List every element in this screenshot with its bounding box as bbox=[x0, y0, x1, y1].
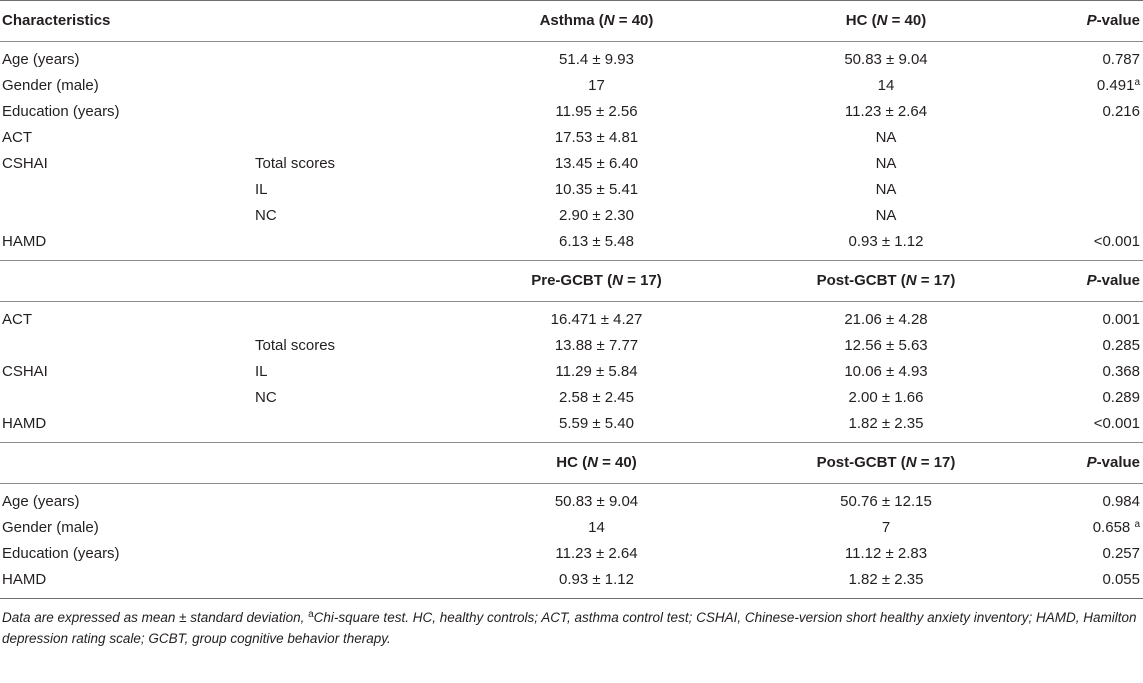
header-characteristics bbox=[0, 443, 255, 483]
p-value-cell bbox=[1044, 47, 1143, 73]
footnote-text-part1: Data are expressed as mean ± standard deviation, bbox=[2, 610, 309, 625]
p-suffix: -value bbox=[1096, 12, 1140, 29]
header-group-1: Asthma (N = 40) bbox=[539, 12, 654, 29]
header-p-value bbox=[1044, 1, 1143, 41]
p-value-cell bbox=[1044, 229, 1143, 255]
value-group-1: 13.88 ± 7.77 bbox=[554, 337, 639, 354]
value-group-2: NA bbox=[875, 129, 897, 146]
value-group-1: 5.59 ± 5.40 bbox=[559, 415, 634, 432]
p-letter: P bbox=[1086, 454, 1097, 471]
value-group-1: 51.4 ± 9.93 bbox=[559, 51, 634, 68]
header-group-2: HC (N = 40) bbox=[845, 12, 927, 29]
value-group-1: 2.90 ± 2.30 bbox=[559, 207, 634, 224]
row-label: Education (years) bbox=[2, 103, 120, 120]
footnote-text-part2: Chi-square test. HC, healthy controls; ACT, asthma control test; CSHAI, Chinese-version short healthy anxiety inventory; HAMD, Hamilton depression rating scale; GCBT, group cognitive behavior therapy. bbox=[2, 610, 1137, 646]
p-value-cell bbox=[1044, 333, 1143, 359]
row-label: CSHAI bbox=[2, 363, 48, 380]
n-symbol: N bbox=[612, 272, 623, 289]
p-value-cell bbox=[1044, 151, 1143, 177]
group-name: Post-GCBT bbox=[816, 272, 897, 289]
row-label bbox=[0, 385, 255, 411]
header-characteristics bbox=[0, 261, 255, 301]
value-group-2: 11.12 ± 2.83 bbox=[844, 545, 928, 562]
row-label bbox=[0, 177, 255, 203]
p-value: 0.787 bbox=[1102, 51, 1140, 68]
row-sublabel bbox=[255, 541, 465, 567]
p-value-cell bbox=[1044, 567, 1143, 593]
value-group-1: 6.13 ± 5.48 bbox=[559, 233, 634, 250]
p-value: 0.055 bbox=[1102, 571, 1140, 588]
row-sublabel: IL bbox=[255, 181, 268, 198]
p-value-cell bbox=[1044, 99, 1143, 125]
value-group-1: 13.45 ± 6.40 bbox=[554, 155, 639, 172]
value-group-1: 10.35 ± 5.41 bbox=[554, 181, 639, 198]
n-symbol: N bbox=[603, 12, 615, 29]
group-n: 17 bbox=[640, 272, 657, 289]
n-symbol: N bbox=[876, 12, 888, 29]
p-value-cell bbox=[1044, 541, 1143, 567]
value-group-2: 50.76 ± 12.15 bbox=[840, 493, 932, 510]
row-sublabel bbox=[255, 567, 465, 593]
value-group-1: 17.53 ± 4.81 bbox=[554, 129, 639, 146]
row-label: Age (years) bbox=[2, 493, 80, 510]
p-letter: P bbox=[1086, 272, 1097, 289]
p-value-cell bbox=[1044, 515, 1143, 541]
value-group-2: 7 bbox=[881, 519, 891, 536]
p-value: <0.001 bbox=[1093, 415, 1140, 432]
p-value-superscript: a bbox=[1134, 77, 1140, 88]
n-symbol: N bbox=[587, 454, 598, 471]
row-label: HAMD bbox=[2, 415, 47, 432]
value-group-2: 12.56 ± 5.63 bbox=[844, 337, 928, 354]
p-value: 0.984 bbox=[1102, 493, 1140, 510]
value-group-1: 11.29 ± 5.84 bbox=[555, 363, 638, 380]
p-value: 0.257 bbox=[1102, 545, 1140, 562]
value-group-2: 1.82 ± 2.35 bbox=[848, 571, 924, 588]
group-name: Pre-GCBT bbox=[531, 272, 603, 289]
header-group-2: Post-GCBT (N = 17) bbox=[816, 272, 956, 289]
row-label bbox=[0, 203, 255, 229]
row-label: Gender (male) bbox=[2, 519, 99, 536]
header-p-value bbox=[1044, 443, 1143, 483]
row-label: Gender (male) bbox=[2, 77, 99, 94]
value-group-1: 11.23 ± 2.64 bbox=[555, 545, 638, 562]
value-group-2: NA bbox=[875, 207, 897, 224]
value-group-1: 14 bbox=[588, 519, 605, 536]
p-value-cell bbox=[1044, 385, 1143, 411]
row-label: HAMD bbox=[2, 571, 47, 588]
p-value: 0.001 bbox=[1102, 311, 1140, 328]
header-sub bbox=[255, 1, 465, 41]
value-group-1: 17 bbox=[588, 77, 605, 94]
row-sublabel bbox=[255, 307, 465, 333]
p-value-cell bbox=[1044, 359, 1143, 385]
p-value-cell bbox=[1044, 489, 1143, 515]
p-value-cell bbox=[1044, 177, 1143, 203]
p-value-superscript: a bbox=[1134, 519, 1140, 530]
value-group-2: 50.83 ± 9.04 bbox=[844, 51, 928, 68]
group-n: 40 bbox=[904, 12, 922, 29]
group-n: 17 bbox=[933, 454, 951, 471]
row-label: Age (years) bbox=[2, 51, 80, 68]
footnote-superscript: a bbox=[308, 609, 314, 620]
p-value-cell bbox=[1044, 73, 1143, 99]
row-sublabel bbox=[255, 229, 465, 255]
row-label: ACT bbox=[2, 129, 32, 146]
group-name: HC bbox=[556, 454, 578, 471]
group-n: 17 bbox=[933, 272, 951, 289]
header-sub bbox=[255, 443, 465, 483]
value-group-1: 2.58 ± 2.45 bbox=[559, 389, 634, 406]
p-suffix: -value bbox=[1096, 454, 1140, 471]
row-sublabel: NC bbox=[255, 207, 277, 224]
value-group-1: 0.93 ± 1.12 bbox=[559, 571, 634, 588]
p-value: 0.368 bbox=[1102, 363, 1140, 380]
value-group-2: 2.00 ± 1.66 bbox=[848, 389, 924, 406]
header-group-1: HC (N = 40) bbox=[556, 454, 637, 471]
p-value: 0.216 bbox=[1102, 103, 1140, 120]
header-group-1: Pre-GCBT (N = 17) bbox=[531, 272, 662, 289]
value-group-2: 0.93 ± 1.12 bbox=[848, 233, 924, 250]
p-suffix: -value bbox=[1096, 272, 1140, 289]
value-group-2: NA bbox=[875, 155, 897, 172]
table-bottom-rule bbox=[0, 598, 1143, 599]
row-sublabel: NC bbox=[255, 389, 277, 406]
table-footnote bbox=[0, 599, 1143, 649]
group-name: Asthma bbox=[539, 12, 595, 29]
row-label: Education (years) bbox=[2, 545, 120, 562]
row-sublabel: IL bbox=[255, 363, 268, 380]
row-sublabel bbox=[255, 99, 465, 125]
row-sublabel bbox=[255, 489, 465, 515]
row-sublabel: Total scores bbox=[255, 337, 336, 354]
p-value: 0.285 bbox=[1102, 337, 1140, 354]
group-name: HC bbox=[845, 12, 868, 29]
row-sublabel bbox=[255, 515, 465, 541]
p-letter: P bbox=[1086, 12, 1097, 29]
header-sub bbox=[255, 261, 465, 301]
value-group-1: 11.95 ± 2.56 bbox=[555, 103, 638, 120]
value-group-2: 11.23 ± 2.64 bbox=[844, 103, 928, 120]
p-value-cell bbox=[1044, 125, 1143, 151]
group-n: 40 bbox=[615, 454, 632, 471]
row-label: CSHAI bbox=[2, 155, 48, 172]
p-value: 0.658 bbox=[1092, 519, 1135, 536]
value-group-2: 1.82 ± 2.35 bbox=[848, 415, 924, 432]
n-symbol: N bbox=[905, 272, 917, 289]
value-group-2: 21.06 ± 4.28 bbox=[844, 311, 928, 328]
p-value-cell bbox=[1044, 203, 1143, 229]
p-value-cell bbox=[1044, 307, 1143, 333]
n-symbol: N bbox=[905, 454, 917, 471]
value-group-1: 50.83 ± 9.04 bbox=[554, 493, 639, 510]
row-sublabel: Total scores bbox=[255, 155, 336, 172]
p-value: 0.491 bbox=[1096, 77, 1135, 94]
group-name: Post-GCBT bbox=[816, 454, 897, 471]
row-sublabel bbox=[255, 47, 465, 73]
row-label: ACT bbox=[2, 311, 32, 328]
header-p-value bbox=[1044, 261, 1143, 301]
group-n: 40 bbox=[631, 12, 649, 29]
p-value: <0.001 bbox=[1093, 233, 1140, 250]
value-group-2: NA bbox=[875, 181, 897, 198]
row-sublabel bbox=[255, 125, 465, 151]
header-characteristics: Characteristics bbox=[2, 12, 111, 29]
value-group-2: 14 bbox=[877, 77, 895, 94]
p-value-cell bbox=[1044, 411, 1143, 437]
row-sublabel bbox=[255, 73, 465, 99]
p-value: 0.289 bbox=[1102, 389, 1140, 406]
row-sublabel bbox=[255, 411, 465, 437]
row-label bbox=[0, 333, 255, 359]
value-group-1: 16.471 ± 4.27 bbox=[550, 311, 643, 328]
header-group-2: Post-GCBT (N = 17) bbox=[816, 454, 956, 471]
row-label: HAMD bbox=[2, 233, 47, 250]
value-group-2: 10.06 ± 4.93 bbox=[844, 363, 928, 380]
